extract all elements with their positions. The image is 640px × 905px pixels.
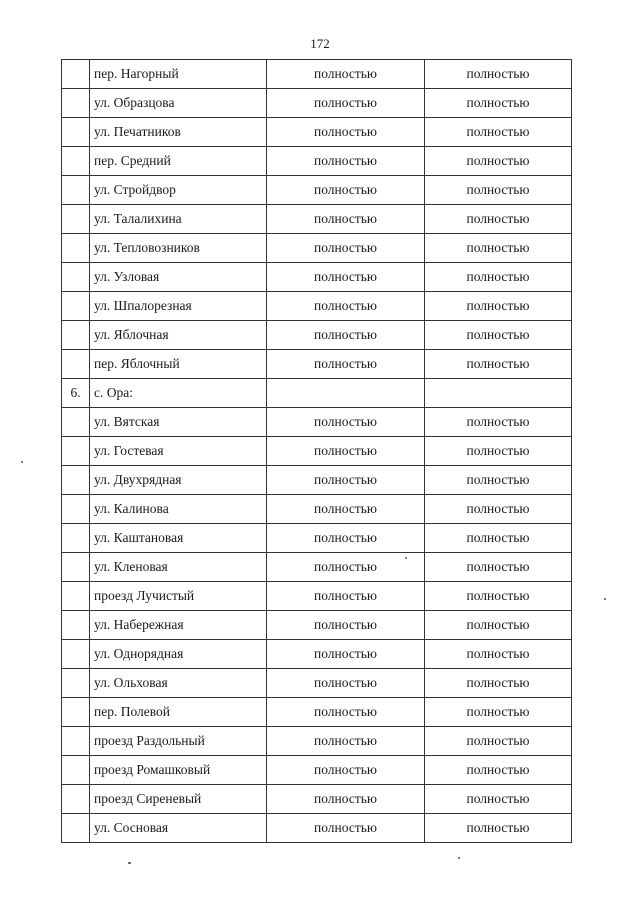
row-number-cell <box>62 495 90 524</box>
table-row <box>62 408 572 437</box>
street-name-cell: ул. Однорядная <box>90 640 267 669</box>
table-row <box>62 118 572 147</box>
row-number-cell: 6. <box>62 379 90 408</box>
row-number-cell <box>62 756 90 785</box>
scan-speck <box>128 862 131 864</box>
coverage-cell-a: полностью <box>267 814 425 843</box>
coverage-cell-b: полностью <box>425 495 572 524</box>
coverage-cell-b: полностью <box>425 118 572 147</box>
row-number-cell <box>62 524 90 553</box>
coverage-cell-b: полностью <box>425 350 572 379</box>
street-name-cell: ул. Тепловозников <box>90 234 267 263</box>
coverage-cell-b: полностью <box>425 611 572 640</box>
scan-speck <box>604 598 606 600</box>
coverage-cell-a: полностью <box>267 292 425 321</box>
coverage-cell-b: полностью <box>425 466 572 495</box>
coverage-cell-b: полностью <box>425 292 572 321</box>
coverage-cell-a: полностью <box>267 524 425 553</box>
row-number-cell <box>62 205 90 234</box>
table-row <box>62 669 572 698</box>
table-row <box>62 379 572 408</box>
street-name-cell: ул. Кленовая <box>90 553 267 582</box>
coverage-cell-a: полностью <box>267 495 425 524</box>
street-name-cell: ул. Гостевая <box>90 437 267 466</box>
coverage-cell-b: полностью <box>425 785 572 814</box>
street-name-cell: ул. Двухрядная <box>90 466 267 495</box>
coverage-cell-a: полностью <box>267 727 425 756</box>
street-name-cell: проезд Ромашковый <box>90 756 267 785</box>
row-number-cell <box>62 147 90 176</box>
table-row <box>62 495 572 524</box>
row-number-cell <box>62 582 90 611</box>
street-name-cell: пер. Полевой <box>90 698 267 727</box>
coverage-cell-a: полностью <box>267 176 425 205</box>
coverage-cell-b: полностью <box>425 814 572 843</box>
coverage-cell-b: полностью <box>425 234 572 263</box>
table-row <box>62 640 572 669</box>
row-number-cell <box>62 292 90 321</box>
table-row <box>62 292 572 321</box>
table-row <box>62 814 572 843</box>
coverage-cell-a: полностью <box>267 785 425 814</box>
coverage-cell-b: полностью <box>425 89 572 118</box>
coverage-cell-b: полностью <box>425 698 572 727</box>
coverage-cell-b: полностью <box>425 321 572 350</box>
street-name-cell: ул. Калинова <box>90 495 267 524</box>
coverage-cell-b <box>425 379 572 408</box>
coverage-cell-a: полностью <box>267 321 425 350</box>
row-number-cell <box>62 466 90 495</box>
row-number-cell <box>62 350 90 379</box>
coverage-cell-b: полностью <box>425 437 572 466</box>
coverage-cell-b: полностью <box>425 582 572 611</box>
coverage-cell-a: полностью <box>267 466 425 495</box>
streets-table <box>61 59 572 843</box>
street-name-cell: с. Ора: <box>90 379 267 408</box>
coverage-cell-a: полностью <box>267 350 425 379</box>
row-number-cell <box>62 698 90 727</box>
row-number-cell <box>62 60 90 89</box>
street-name-cell: пер. Средний <box>90 147 267 176</box>
coverage-cell-b: полностью <box>425 756 572 785</box>
table-row <box>62 785 572 814</box>
street-name-cell: пер. Яблочный <box>90 350 267 379</box>
table-body <box>62 60 572 843</box>
coverage-cell-a: полностью <box>267 553 425 582</box>
row-number-cell <box>62 553 90 582</box>
street-name-cell: проезд Сиреневый <box>90 785 267 814</box>
coverage-cell-a: полностью <box>267 263 425 292</box>
table-row <box>62 89 572 118</box>
coverage-cell-a: полностью <box>267 698 425 727</box>
table-row <box>62 205 572 234</box>
coverage-cell-b: полностью <box>425 669 572 698</box>
coverage-cell-a: полностью <box>267 205 425 234</box>
street-name-cell: ул. Печатников <box>90 118 267 147</box>
row-number-cell <box>62 814 90 843</box>
coverage-cell-b: полностью <box>425 176 572 205</box>
coverage-cell-a <box>267 379 425 408</box>
street-name-cell: ул. Образцова <box>90 89 267 118</box>
row-number-cell <box>62 234 90 263</box>
row-number-cell <box>62 669 90 698</box>
table-row <box>62 524 572 553</box>
street-name-cell: ул. Стройдвор <box>90 176 267 205</box>
row-number-cell <box>62 785 90 814</box>
table-row <box>62 234 572 263</box>
coverage-cell-b: полностью <box>425 60 572 89</box>
page-number: 172 <box>310 36 330 51</box>
coverage-cell-b: полностью <box>425 263 572 292</box>
coverage-cell-a: полностью <box>267 147 425 176</box>
scan-speck <box>458 857 460 859</box>
street-name-cell: пер. Нагорный <box>90 60 267 89</box>
street-name-cell: ул. Шпалорезная <box>90 292 267 321</box>
table-row <box>62 698 572 727</box>
coverage-cell-a: полностью <box>267 89 425 118</box>
row-number-cell <box>62 640 90 669</box>
table-row <box>62 60 572 89</box>
street-name-cell: ул. Узловая <box>90 263 267 292</box>
table-row <box>62 263 572 292</box>
table-row <box>62 466 572 495</box>
row-number-cell <box>62 89 90 118</box>
street-name-cell: проезд Раздольный <box>90 727 267 756</box>
street-name-cell: ул. Талалихина <box>90 205 267 234</box>
row-number-cell <box>62 321 90 350</box>
table-row <box>62 147 572 176</box>
table-row <box>62 553 572 582</box>
coverage-cell-a: полностью <box>267 669 425 698</box>
coverage-cell-b: полностью <box>425 408 572 437</box>
coverage-cell-a: полностью <box>267 118 425 147</box>
row-number-cell <box>62 727 90 756</box>
coverage-cell-a: полностью <box>267 611 425 640</box>
coverage-cell-a: полностью <box>267 60 425 89</box>
street-name-cell: ул. Ольховая <box>90 669 267 698</box>
coverage-cell-b: полностью <box>425 524 572 553</box>
coverage-cell-a: полностью <box>267 756 425 785</box>
table-row <box>62 756 572 785</box>
row-number-cell <box>62 176 90 205</box>
table-row <box>62 437 572 466</box>
coverage-cell-a: полностью <box>267 437 425 466</box>
coverage-cell-a: полностью <box>267 234 425 263</box>
street-name-cell: проезд Лучистый <box>90 582 267 611</box>
street-name-cell: ул. Каштановая <box>90 524 267 553</box>
row-number-cell <box>62 408 90 437</box>
table-row <box>62 611 572 640</box>
coverage-cell-a: полностью <box>267 582 425 611</box>
coverage-cell-b: полностью <box>425 553 572 582</box>
coverage-cell-a: полностью <box>267 640 425 669</box>
coverage-cell-a: полностью <box>267 408 425 437</box>
table-row <box>62 321 572 350</box>
coverage-cell-b: полностью <box>425 727 572 756</box>
table-row <box>62 350 572 379</box>
row-number-cell <box>62 263 90 292</box>
table-row <box>62 727 572 756</box>
table-row <box>62 176 572 205</box>
street-name-cell: ул. Вятская <box>90 408 267 437</box>
coverage-cell-b: полностью <box>425 205 572 234</box>
coverage-cell-b: полностью <box>425 147 572 176</box>
street-name-cell: ул. Яблочная <box>90 321 267 350</box>
street-name-cell: ул. Набережная <box>90 611 267 640</box>
table-row <box>62 582 572 611</box>
row-number-cell <box>62 118 90 147</box>
street-name-cell: ул. Сосновая <box>90 814 267 843</box>
scan-speck <box>21 461 23 463</box>
row-number-cell <box>62 437 90 466</box>
scan-speck <box>405 557 407 559</box>
row-number-cell <box>62 611 90 640</box>
coverage-cell-b: полностью <box>425 640 572 669</box>
